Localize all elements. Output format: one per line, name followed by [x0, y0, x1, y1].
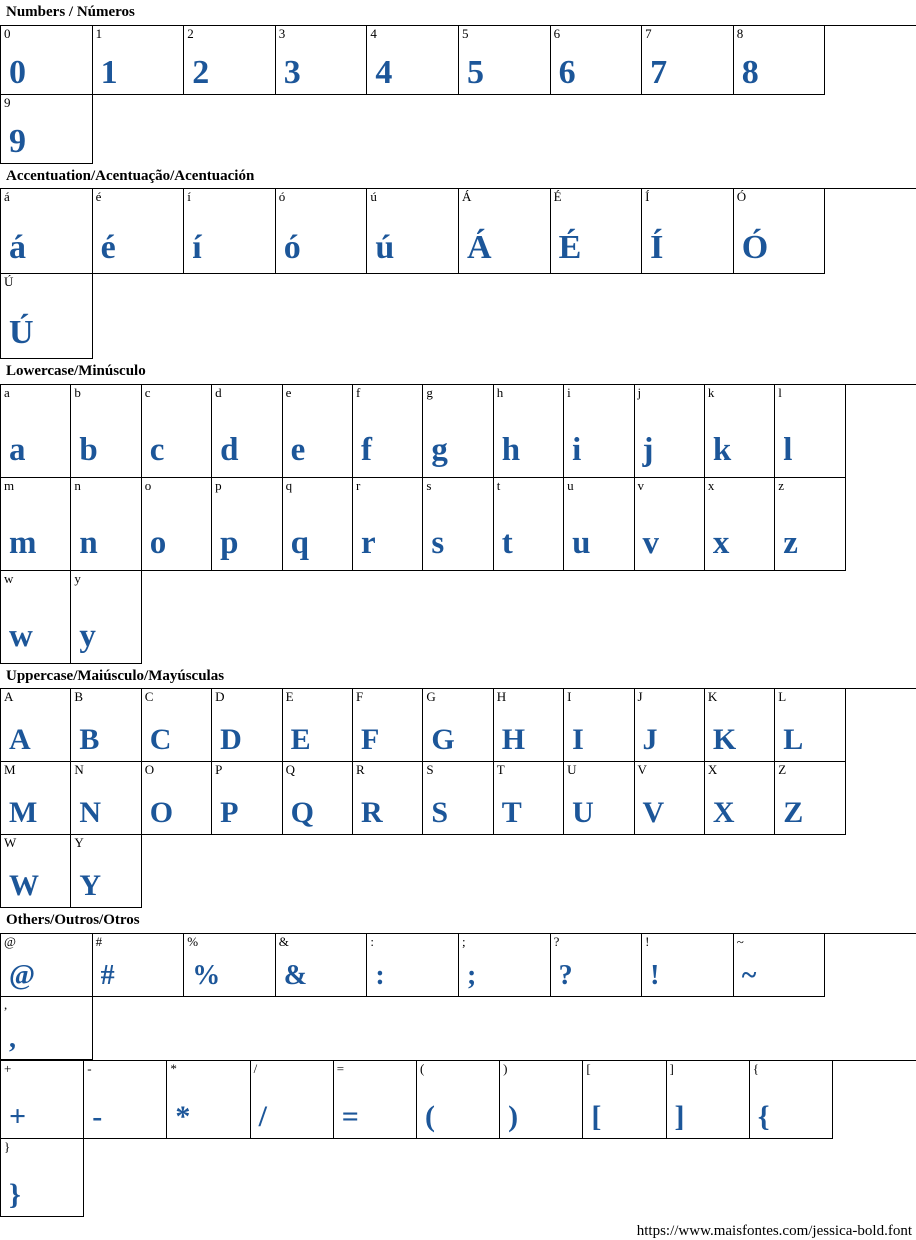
glyph-label: M: [4, 762, 16, 777]
glyph-sample: í: [192, 229, 202, 266]
glyph-cell: [705, 689, 775, 762]
glyph-label: J: [637, 689, 643, 704]
glyph-sample: 6: [558, 53, 576, 91]
source-url[interactable]: https://www.maisfontes.com/jessica-bold.font: [636, 1222, 912, 1239]
glyph-label: 1: [95, 25, 103, 41]
glyph-sample: h: [501, 431, 521, 468]
glyph-sample: E: [290, 723, 311, 756]
glyph-sample: s: [431, 524, 445, 561]
glyph-cell: [459, 26, 551, 95]
glyph-label: s: [426, 477, 432, 493]
glyph-cell: [734, 934, 826, 997]
glyph-sample: -: [92, 1099, 103, 1133]
glyph-label: z: [778, 477, 785, 493]
glyph-cell: [1, 385, 71, 478]
glyph-sample: X: [712, 796, 735, 829]
glyph-sample: @: [9, 959, 36, 991]
glyph-sample: R: [360, 796, 383, 829]
glyph-label: w: [4, 570, 14, 586]
glyph-label: h: [496, 384, 504, 400]
glyph-label: m: [4, 477, 15, 493]
glyph-label: n: [74, 477, 81, 493]
glyph-label: I: [567, 689, 572, 704]
glyph-sample: S: [431, 796, 449, 829]
glyph-cell: [494, 689, 564, 762]
glyph-label: &: [278, 933, 289, 949]
glyph-cell: [276, 934, 368, 997]
glyph-label: ;: [461, 933, 466, 949]
glyph-label: ,: [4, 996, 8, 1012]
glyph-sample: Y: [79, 869, 102, 902]
glyph-cell: [635, 385, 705, 478]
glyph-label: b: [74, 384, 81, 400]
glyph-label: 6: [553, 25, 561, 41]
glyph-label: N: [74, 762, 84, 777]
glyph-label: F: [355, 689, 364, 704]
section-title-uppercase: Uppercase/Maiúsculo/Mayúsculas: [6, 667, 225, 684]
glyph-sample: T: [501, 796, 522, 829]
glyph-cell: [184, 189, 276, 274]
glyph-cell: [642, 189, 734, 274]
glyph-sample: u: [572, 524, 591, 561]
glyph-cell: [93, 26, 185, 95]
glyph-label: #: [95, 933, 103, 949]
glyph-sample: J: [642, 723, 658, 756]
glyph-label: S: [426, 762, 434, 777]
glyph-sample: ,: [9, 1022, 16, 1054]
glyph-cell: [276, 26, 368, 95]
glyph-sample: g: [431, 431, 448, 468]
glyph-cell: [93, 189, 185, 274]
glyph-sample: w: [9, 617, 33, 654]
glyph-label: í: [187, 189, 191, 204]
glyph-sample: C: [149, 723, 172, 756]
glyph-label: G: [426, 689, 436, 704]
glyph-label: ?: [553, 933, 560, 949]
glyph-sample: á: [9, 229, 26, 266]
glyph-label: j: [637, 384, 642, 400]
glyph-sample: É: [558, 229, 582, 266]
glyph-cell: [334, 1061, 417, 1139]
glyph-cell: [635, 478, 705, 571]
glyph-sample: v: [642, 524, 660, 561]
glyph-cell: [750, 1061, 833, 1139]
glyph-label: p: [215, 477, 222, 493]
glyph-sample: x: [712, 524, 730, 561]
glyph-label: 2: [187, 25, 194, 41]
glyph-cell: [184, 26, 276, 95]
glyph-cell: [564, 762, 634, 835]
glyph-label: g: [426, 384, 433, 400]
glyph-cell: [705, 762, 775, 835]
glyph-label: ~: [736, 933, 744, 949]
glyph-cell: [71, 762, 141, 835]
glyph-label: }: [4, 1138, 11, 1154]
glyph-label: (: [419, 1060, 425, 1076]
glyph-sample: i: [572, 431, 582, 468]
glyph-label: f: [355, 384, 361, 400]
glyph-cell: [71, 385, 141, 478]
glyph-label: i: [567, 384, 571, 400]
glyph-cell: [353, 478, 423, 571]
glyph-cell: [1, 1139, 84, 1217]
glyph-sample: Z: [783, 796, 804, 829]
glyph-grid-others-row1: [0, 933, 916, 1060]
glyph-label: [: [586, 1060, 591, 1076]
glyph-cell: [367, 189, 459, 274]
glyph-cell: [283, 478, 353, 571]
glyph-cell: [142, 689, 212, 762]
glyph-sample: H: [501, 723, 526, 756]
glyph-cell: [71, 835, 141, 908]
glyph-sample: 4: [375, 53, 393, 91]
glyph-cell: [734, 26, 826, 95]
section-title-others: Others/Outros/Otros: [6, 912, 140, 928]
glyph-sample: y: [79, 617, 96, 654]
glyph-sample: k: [712, 431, 732, 468]
glyph-label: :: [370, 933, 374, 949]
glyph-cell: [142, 478, 212, 571]
glyph-sample: K: [712, 723, 737, 756]
glyph-grid-others-row2: [0, 1060, 916, 1217]
glyph-label: 3: [278, 25, 286, 41]
glyph-label: O: [144, 762, 155, 777]
glyph-label: x: [707, 477, 715, 493]
glyph-label: L: [778, 689, 787, 704]
glyph-cell: [635, 762, 705, 835]
glyph-sample: Á: [466, 229, 492, 266]
glyph-label: Ó: [736, 189, 747, 204]
glyph-label: C: [144, 689, 154, 704]
glyph-label: ú: [370, 189, 377, 204]
glyph-sample: ?: [558, 959, 573, 991]
glyph-sample: n: [79, 524, 98, 561]
glyph-label: X: [707, 762, 718, 777]
glyph-sample: p: [220, 524, 239, 561]
glyph-sample: t: [501, 524, 513, 561]
glyph-cell: [353, 689, 423, 762]
glyph-cell: [167, 1061, 250, 1139]
glyph-cell: [459, 934, 551, 997]
glyph-sample: ): [508, 1099, 519, 1133]
glyph-cell: [1, 997, 93, 1060]
glyph-cell: [494, 478, 564, 571]
glyph-cell: [1, 189, 93, 274]
glyph-cell: [423, 478, 493, 571]
glyph-cell: [283, 689, 353, 762]
glyph-label: !: [645, 933, 650, 949]
glyph-sample: 9: [9, 122, 26, 160]
glyph-label: P: [215, 762, 223, 777]
glyph-label: Z: [778, 762, 787, 777]
glyph-label: a: [4, 384, 10, 400]
glyph-sample: Ó: [741, 229, 769, 266]
glyph-sample: l: [783, 431, 793, 468]
glyph-label: *: [170, 1060, 177, 1076]
glyph-sample: !: [650, 959, 660, 991]
glyph-sample: (: [424, 1099, 435, 1133]
glyph-cell: [417, 1061, 500, 1139]
glyph-cell: [500, 1061, 583, 1139]
glyph-cell: [1, 762, 71, 835]
glyph-sample: j: [642, 431, 654, 468]
glyph-cell: [734, 189, 826, 274]
glyph-label: á: [4, 189, 10, 204]
glyph-sample: [: [591, 1099, 602, 1133]
glyph-label: y: [74, 570, 81, 586]
glyph-cell: [551, 26, 643, 95]
glyph-cell: [212, 478, 282, 571]
glyph-sample: B: [79, 723, 100, 756]
glyph-sample: W: [9, 869, 39, 902]
glyph-label: c: [144, 384, 151, 400]
glyph-label: H: [496, 689, 507, 704]
glyph-cell: [551, 934, 643, 997]
section-title-accentuation: Accentuation/Acentuação/Acentuación: [6, 167, 255, 184]
glyph-label: r: [355, 477, 361, 493]
glyph-cell: [212, 762, 282, 835]
glyph-label: Ú: [4, 274, 14, 289]
glyph-cell: [71, 689, 141, 762]
glyph-sample: ~: [741, 959, 757, 991]
glyph-sample: z: [783, 524, 798, 561]
glyph-sample: I: [572, 723, 584, 756]
glyph-cell: [642, 934, 734, 997]
glyph-label: t: [496, 477, 501, 493]
glyph-sample: G: [431, 723, 455, 756]
glyph-cell: [775, 478, 845, 571]
glyph-cell: [1, 835, 71, 908]
glyph-label: v: [637, 477, 645, 493]
glyph-label: K: [707, 689, 718, 704]
glyph-cell: [423, 762, 493, 835]
glyph-label: W: [4, 835, 17, 850]
glyph-cell: [635, 689, 705, 762]
glyph-sample: :: [375, 959, 385, 991]
glyph-label: u: [567, 477, 574, 493]
glyph-sample: &: [283, 959, 308, 991]
glyph-label: %: [187, 933, 199, 949]
glyph-cell: [1, 26, 93, 95]
glyph-label: é: [95, 189, 102, 204]
glyph-sample: q: [290, 524, 309, 561]
glyph-cell: [251, 1061, 334, 1139]
glyph-cell: [142, 762, 212, 835]
glyph-grid-accentuation: [0, 188, 916, 359]
glyph-sample: P: [220, 796, 239, 829]
glyph-cell: [667, 1061, 750, 1139]
glyph-cell: [459, 189, 551, 274]
glyph-cell: [564, 385, 634, 478]
glyph-cell: [353, 762, 423, 835]
glyph-sample: 0: [9, 53, 26, 91]
glyph-cell: [775, 689, 845, 762]
glyph-cell: [212, 689, 282, 762]
glyph-sample: ú: [375, 229, 395, 266]
glyph-cell: [1, 274, 93, 359]
glyph-sample: /: [258, 1099, 267, 1133]
glyph-sample: {: [757, 1099, 770, 1133]
glyph-cell: [583, 1061, 666, 1139]
glyph-label: Y: [74, 835, 84, 850]
glyph-cell: [367, 26, 459, 95]
glyph-sample: *: [175, 1099, 191, 1133]
glyph-label: {: [752, 1060, 759, 1076]
glyph-label: 0: [4, 25, 11, 41]
glyph-sample: ]: [674, 1099, 685, 1133]
glyph-sample: A: [9, 723, 31, 756]
glyph-label: ó: [278, 189, 286, 204]
glyph-label: Í: [645, 189, 650, 204]
glyph-cell: [1, 934, 93, 997]
glyph-label: 7: [645, 25, 652, 41]
glyph-cell: [71, 571, 141, 664]
glyph-label: R: [355, 762, 365, 777]
glyph-grid-uppercase: [0, 688, 916, 908]
glyph-sample: r: [360, 524, 376, 561]
glyph-sample: 8: [741, 53, 759, 91]
glyph-label: Á: [461, 189, 472, 204]
glyph-sample: b: [79, 431, 98, 468]
glyph-label: 4: [370, 25, 377, 41]
glyph-cell: [367, 934, 459, 997]
glyph-sample: D: [220, 723, 242, 756]
glyph-sample: Í: [650, 229, 664, 266]
glyph-label: o: [144, 477, 152, 493]
glyph-cell: [71, 478, 141, 571]
glyph-label: -: [87, 1060, 92, 1076]
glyph-label: A: [4, 689, 14, 704]
glyph-cell: [1, 1061, 84, 1139]
glyph-cell: [642, 26, 734, 95]
glyph-cell: [184, 934, 276, 997]
glyph-label: ]: [669, 1060, 674, 1076]
glyph-label: V: [637, 762, 647, 777]
glyph-sample: L: [783, 723, 804, 756]
glyph-label: ): [503, 1060, 508, 1076]
glyph-label: É: [553, 189, 562, 204]
glyph-cell: [551, 189, 643, 274]
glyph-sample: f: [360, 431, 372, 468]
glyph-label: d: [215, 384, 222, 400]
glyph-label: +: [4, 1060, 12, 1076]
glyph-sample: é: [100, 229, 116, 266]
glyph-cell: [494, 762, 564, 835]
glyph-cell: [1, 478, 71, 571]
glyph-label: U: [567, 762, 577, 777]
glyph-label: k: [707, 384, 715, 400]
glyph-label: 5: [461, 25, 469, 41]
glyph-cell: [564, 689, 634, 762]
glyph-cell: [423, 689, 493, 762]
glyph-sample: 1: [100, 53, 118, 91]
glyph-sample: c: [149, 431, 165, 468]
glyph-sample: #: [100, 959, 115, 991]
glyph-sample: 2: [192, 53, 210, 91]
glyph-sample: 7: [650, 53, 668, 91]
glyph-cell: [705, 385, 775, 478]
glyph-cell: [93, 934, 185, 997]
glyph-sample: U: [572, 796, 594, 829]
glyph-sample: 3: [283, 53, 301, 91]
glyph-sample: ó: [283, 229, 301, 266]
glyph-cell: [705, 478, 775, 571]
glyph-cell: [775, 762, 845, 835]
glyph-sample: m: [9, 524, 37, 561]
glyph-label: 9: [4, 94, 11, 110]
glyph-label: q: [285, 477, 293, 493]
glyph-label: D: [215, 689, 225, 704]
glyph-sample: +: [9, 1099, 27, 1133]
glyph-cell: [564, 478, 634, 571]
glyph-cell: [212, 385, 282, 478]
glyph-cell: [1, 571, 71, 664]
glyph-sample: V: [642, 796, 665, 829]
glyph-label: @: [4, 933, 16, 949]
glyph-sample: }: [9, 1177, 21, 1211]
glyph-sample: %: [192, 959, 221, 991]
glyph-label: l: [778, 384, 782, 400]
glyph-cell: [142, 385, 212, 478]
glyph-sample: 5: [466, 53, 484, 91]
glyph-label: Q: [285, 762, 295, 777]
glyph-label: e: [285, 384, 292, 400]
glyph-sample: d: [220, 431, 239, 468]
glyph-cell: [775, 385, 845, 478]
glyph-label: E: [285, 689, 294, 704]
glyph-sample: M: [9, 796, 38, 829]
glyph-sample: Q: [290, 796, 314, 829]
section-title-numbers: Numbers / Números: [6, 4, 135, 20]
glyph-sample: F: [360, 723, 380, 756]
glyph-label: =: [336, 1060, 345, 1076]
glyph-cell: [283, 385, 353, 478]
glyph-cell: [276, 189, 368, 274]
glyph-label: 8: [736, 25, 744, 41]
glyph-sample: N: [79, 796, 102, 829]
glyph-sample: =: [341, 1099, 359, 1133]
glyph-cell: [423, 385, 493, 478]
glyph-cell: [1, 95, 93, 164]
glyph-cell: [494, 385, 564, 478]
glyph-sample: Ú: [9, 314, 34, 351]
glyph-grid-numbers: [0, 25, 916, 164]
glyph-label: B: [74, 689, 84, 704]
glyph-sample: O: [149, 796, 174, 829]
glyph-sample: o: [149, 524, 167, 561]
glyph-grid-lowercase: [0, 384, 916, 664]
glyph-sample: e: [290, 431, 306, 468]
glyph-sample: a: [9, 431, 26, 468]
glyph-label: T: [496, 762, 505, 777]
glyph-cell: [1, 689, 71, 762]
glyph-sample: ;: [466, 959, 477, 991]
glyph-cell: [353, 385, 423, 478]
glyph-cell: [283, 762, 353, 835]
glyph-cell: [84, 1061, 167, 1139]
section-title-lowercase: Lowercase/Minúsculo: [6, 363, 146, 379]
glyph-label: /: [253, 1060, 258, 1076]
